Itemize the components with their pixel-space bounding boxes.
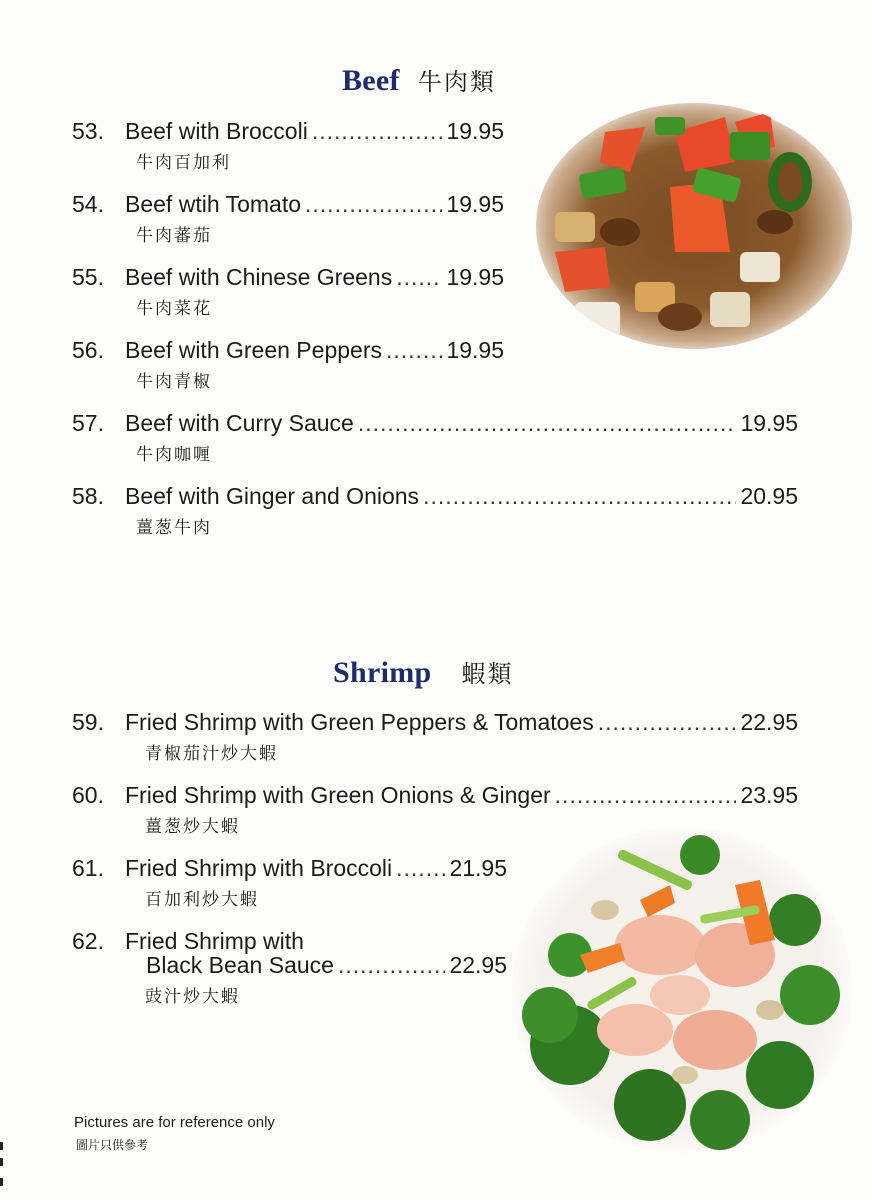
dot-leader [338, 951, 445, 979]
item-name-zh: 牛肉百加利 [136, 153, 231, 173]
item-number: 54. [72, 191, 104, 217]
dot-leader [305, 190, 442, 218]
shrimp-title-en: Shrimp [333, 656, 432, 689]
item-number: 53. [72, 118, 104, 144]
item-number: 58. [72, 483, 104, 509]
item-name-line2: Black Bean Sauce [146, 952, 334, 978]
item-price: 19.95 [446, 264, 504, 290]
shrimp-dish-photo [510, 825, 855, 1155]
item-price: 19.95 [446, 337, 504, 363]
dot-leader [396, 854, 445, 882]
item-number: 62. [72, 928, 104, 954]
item-name-zh: 牛肉咖喱 [136, 445, 212, 465]
item-name: Beef with Green Peppers [125, 337, 382, 363]
item-name: Beef with Broccoli [125, 118, 308, 144]
item-name-zh: 牛肉菜花 [136, 299, 212, 319]
item-price: 22.95 [740, 709, 798, 735]
item-price: 21.95 [449, 855, 507, 881]
item-number: 61. [72, 855, 104, 881]
item-price: 19.95 [446, 118, 504, 144]
item-name: Beef with Ginger and Onions [125, 483, 420, 509]
pictures-note-zh: 圖片只供參考 [76, 1138, 149, 1152]
beef-title-en: Beef [342, 64, 400, 97]
dot-leader [555, 781, 737, 809]
item-price: 22.95 [449, 952, 507, 978]
item-price: 19.95 [740, 410, 798, 436]
beef-title-zh: 牛肉類 [417, 68, 496, 96]
item-price: 23.95 [740, 782, 798, 808]
item-name: Fried Shrimp with Green Onions & Ginger [125, 782, 551, 808]
item-name-zh: 薑葱炒大蝦 [145, 817, 240, 837]
item-name: Fried Shrimp with [125, 928, 304, 954]
beef-dish-photo [535, 102, 853, 350]
dot-leader [598, 708, 737, 736]
dot-leader [396, 263, 442, 291]
item-name: Beef wtih Tomato [125, 191, 302, 217]
scan-edge-mark [0, 1142, 3, 1150]
item-price: 19.95 [446, 191, 504, 217]
item-number: 57. [72, 410, 104, 436]
item-name-zh: 牛肉蕃茄 [136, 226, 212, 246]
item-name-zh: 薑葱牛肉 [136, 518, 212, 538]
item-name: Beef with Chinese Greens [125, 264, 393, 290]
item-price: 20.95 [740, 483, 798, 509]
scan-edge-mark [0, 1158, 3, 1166]
item-name: Fried Shrimp with Broccoli [125, 855, 393, 881]
scan-edge-mark [0, 1178, 3, 1186]
shrimp-section-title [333, 654, 514, 690]
item-name-zh: 百加利炒大蝦 [145, 890, 259, 910]
item-number: 55. [72, 264, 104, 290]
item-name: Beef with Curry Sauce [125, 410, 354, 436]
beef-section-title [342, 62, 496, 98]
item-number: 60. [72, 782, 104, 808]
item-number: 59. [72, 709, 104, 735]
item-name: Fried Shrimp with Green Peppers & Tomatoes [125, 709, 594, 735]
dot-leader [358, 409, 737, 437]
dot-leader [423, 482, 736, 510]
item-name-zh: 青椒茄汁炒大蝦 [145, 744, 278, 764]
item-name-zh: 牛肉青椒 [136, 372, 212, 392]
item-number: 56. [72, 337, 104, 363]
item-name-zh: 豉汁炒大蝦 [145, 987, 240, 1007]
dot-leader [312, 117, 443, 145]
pictures-note-en: Pictures are for reference only [74, 1114, 275, 1131]
shrimp-title-zh: 蝦類 [461, 660, 514, 688]
dot-leader [386, 336, 442, 364]
